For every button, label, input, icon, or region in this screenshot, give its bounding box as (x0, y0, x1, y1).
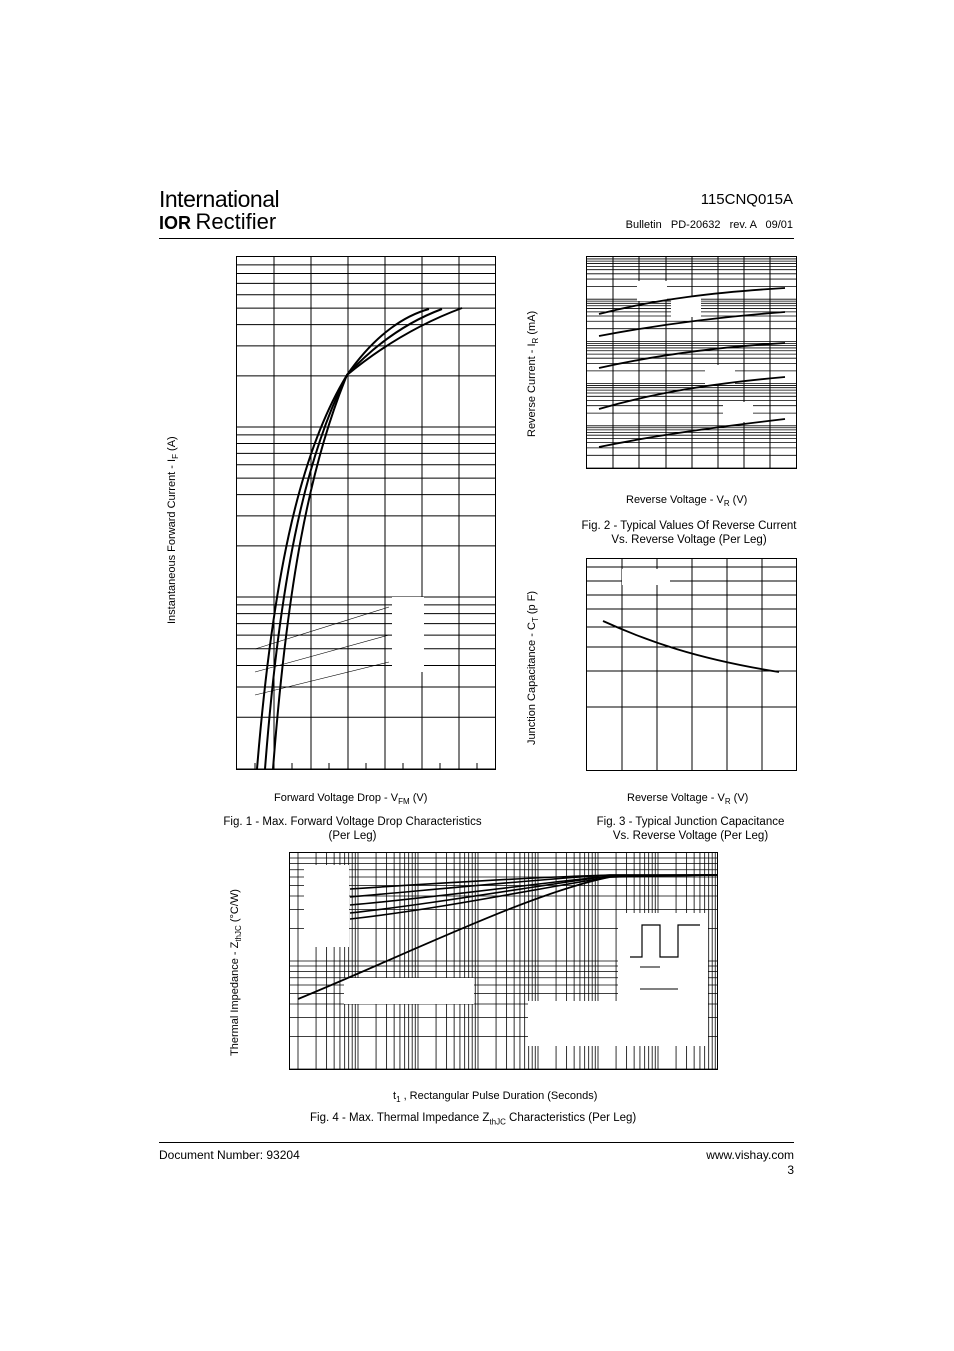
fig4-caption: Fig. 4 - Max. Thermal Impedance $Z_{thJC}$ Characteristics (Per Leg) (310, 1112, 637, 1127)
fig4-ylabel: Thermal Impedance - $Z_{thJC}$ (°C/W) (229, 889, 244, 1056)
fig4-xlabel: $t_1$ , Rectangular Pulse Duration (Seconds) (393, 1090, 598, 1105)
footer-rule (159, 1142, 794, 1143)
logo-rectifier (159, 209, 276, 235)
fig1-curve-3 (273, 308, 462, 769)
logo-rectifier-text: Rectifier (195, 209, 277, 234)
fig3-caption: Fig. 3 - Typical Junction Capacitance Vs. Reverse Voltage (Per Leg) (596, 816, 785, 842)
legend-box (637, 281, 667, 301)
fig3-ylabel: Junction Capacitance - $C_T$ (p F) (526, 590, 541, 745)
fig1-chart (237, 257, 495, 769)
fig2-chart (587, 257, 796, 468)
page-number: 3 (787, 1163, 794, 1177)
legend-box (392, 597, 424, 672)
fig3-chart (587, 559, 796, 770)
legend-box (528, 1001, 708, 1046)
fig2-ylabel: Reverse Current - $I_R$ (mA) (526, 310, 541, 437)
fig3-xlabel: Reverse Voltage - $V_R$ (V) (627, 792, 749, 807)
part-number: 115CNQ015A (700, 191, 793, 208)
fig4-plot (289, 852, 718, 1070)
document-number: Document Number: 93204 (159, 1148, 300, 1162)
legend-box (671, 297, 701, 317)
bulletin: Bulletin PD-20632 rev. A 09/01 (625, 219, 793, 231)
fig1-curve-1 (257, 309, 429, 769)
legend-box (304, 865, 349, 947)
fig1-xlabel: Forward Voltage Drop - $V_{FM}$ (V) (274, 792, 428, 807)
fig1-caption: Fig. 1 - Max. Forward Voltage Drop Characteristics (Per Leg) (223, 816, 482, 842)
fig3-plot (586, 558, 797, 771)
fig1-curve-2 (265, 309, 442, 769)
legend-box (344, 978, 474, 1004)
logo-international: International (159, 186, 280, 212)
header-rule (159, 238, 794, 239)
ior-logo-mark: IOR (159, 213, 192, 233)
fig1-plot (236, 256, 496, 770)
fig2-caption: Fig. 2 - Typical Values Of Reverse Current Vs. Reverse Voltage (Per Leg) (581, 520, 797, 546)
fig2-plot (586, 256, 797, 469)
legend-box (622, 569, 670, 585)
website-link[interactable]: www.vishay.com (706, 1148, 794, 1162)
fig2-xlabel: Reverse Voltage - $V_R$ (V) (626, 494, 748, 509)
fig4-chart (290, 853, 717, 1069)
fig1-ylabel: Instantaneous Forward Current - $I_F$ (A) (166, 436, 181, 624)
legend-box (723, 402, 753, 422)
